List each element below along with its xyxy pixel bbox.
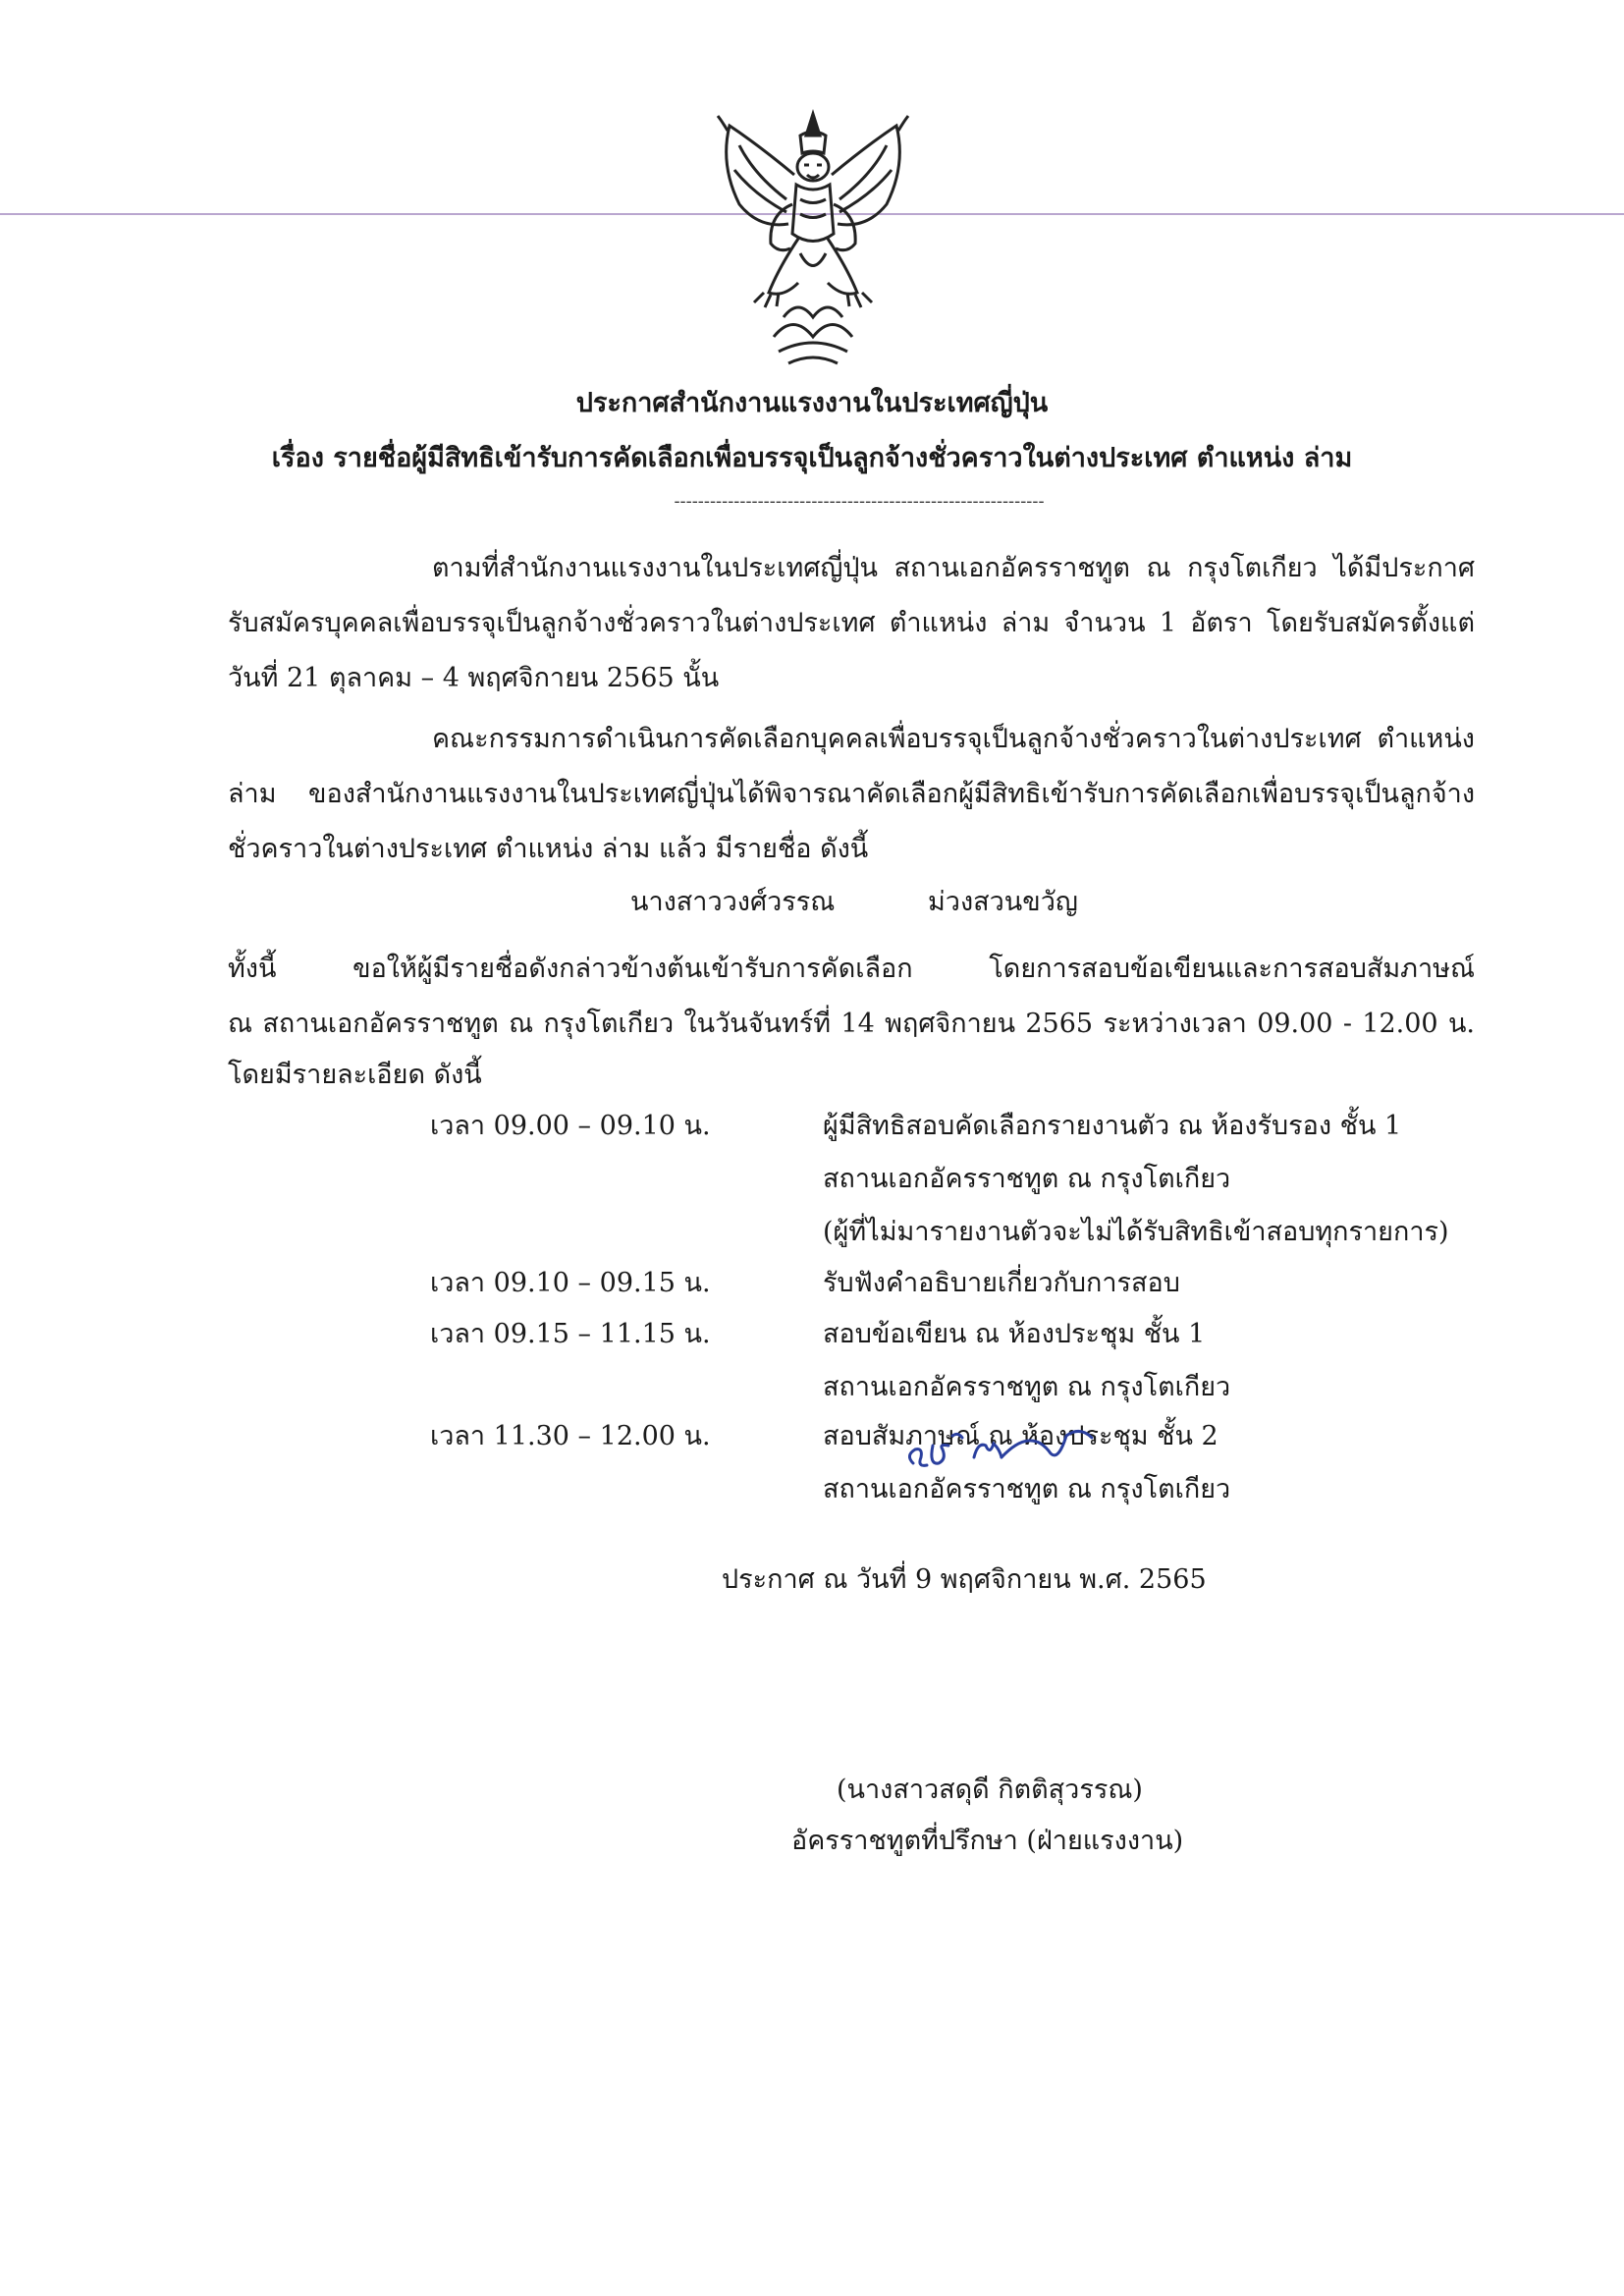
title-separator: -------------------------------------------------------------- [674,491,1045,512]
announcement-title: ประกาศสำนักงานแรงงานในประเทศญี่ปุ่น [575,388,1049,418]
schedule-desc: (ผู้ที่ไม่มารายงานตัวจะไม่ได้รับสิทธิเข้าสอบทุกรายการ) [823,1217,1449,1247]
para1-line1: ตามที่สำนักงานแรงงานในประเทศญี่ปุ่น สถานเอกอัครราชทูต ณ กรุงโตเกียว ได้มีประกาศ [432,553,1475,583]
schedule-time: เวลา 09.15 – 11.15 น. [430,1319,711,1349]
para2-line2: ล่าม ของสำนักงานแรงงานในประเทศญี่ปุ่นได้พิจารณาคัดเลือกผู้มีสิทธิเข้ารับการคัดเลือกเพื่อบรรจุเป็นลูกจ้าง [228,779,1475,809]
schedule-desc: สอบสัมภาษณ์ ณ ห้องประชุม ชั้น 2 [823,1421,1218,1451]
schedule-time: เวลา 11.30 – 12.00 น. [430,1421,711,1451]
announcement-subject: เรื่อง รายชื่อผู้มีสิทธิเข้ารับการคัดเลือกเพื่อบรรจุเป็นลูกจ้างชั่วคราวในต่างประเทศ ตำแหน่ง ล่าม [271,443,1353,473]
para2-line3: ชั่วคราวในต่างประเทศ ตำแหน่ง ล่าม แล้ว มีรายชื่อ ดังนี้ [228,834,869,864]
signatory-position: อัครราชทูตที่ปรึกษา (ฝ่ายแรงงาน) [791,1826,1184,1856]
para3-line1: ทั้งนี้ ขอให้ผู้มีรายชื่อดังกล่าวข้างต้นเข้ารับการคัดเลือก โดยการสอบข้อเขียนและการสอบสัมภาษณ์ [228,954,1475,984]
schedule-desc: ผู้มีสิทธิสอบคัดเลือกรายงานตัว ณ ห้องรับรอง ชั้น 1 [823,1111,1402,1141]
schedule-time: เวลา 09.10 – 09.15 น. [430,1268,711,1298]
para1-line2: รับสมัครบุคคลเพื่อบรรจุเป็นลูกจ้างชั่วคราวในต่างประเทศ ตำแหน่ง ล่าม จำนวน 1 อัตรา โดยรับสมัครตั้งแต่ [228,608,1475,638]
signatory-name: (นางสาวสดุดี กิตติสุวรรณ) [837,1775,1143,1805]
signature-icon [884,1406,1110,1485]
garuda-emblem-icon [710,106,916,369]
candidate-first-name: นางสาววงศ์วรรณ [630,887,836,917]
para3-line3: โดยมีรายละเอียด ดังนี้ [228,1060,482,1090]
schedule-time: เวลา 09.00 – 09.10 น. [430,1111,711,1141]
para3-line2: ณ สถานเอกอัครราชทูต ณ กรุงโตเกียว ในวันจันทร์ที่ 14 พฤศจิกายน 2565 ระหว่างเวลา 09.00 - 12.00 น. [228,1009,1475,1039]
schedule-desc: สถานเอกอัครราชทูต ณ กรุงโตเกียว [823,1372,1231,1402]
schedule-desc: สถานเอกอัครราชทูต ณ กรุงโตเกียว [823,1164,1231,1194]
announcement-date: ประกาศ ณ วันที่ 9 พฤศจิกายน พ.ศ. 2565 [722,1564,1207,1595]
schedule-desc: สถานเอกอัครราชทูต ณ กรุงโตเกียว [823,1474,1231,1504]
para1-line3: วันที่ 21 ตุลาคม – 4 พฤศจิกายน 2565 นั้น [228,663,720,693]
schedule-desc: รับฟังคำอธิบายเกี่ยวกับการสอบ [823,1268,1180,1298]
schedule-desc: สอบข้อเขียน ณ ห้องประชุม ชั้น 1 [823,1319,1206,1349]
candidate-last-name: ม่วงสวนขวัญ [928,887,1078,917]
para2-line1: คณะกรรมการดำเนินการคัดเลือกบุคคลเพื่อบรรจุเป็นลูกจ้างชั่วคราวในต่างประเทศ ตำแหน่ง [432,724,1475,754]
